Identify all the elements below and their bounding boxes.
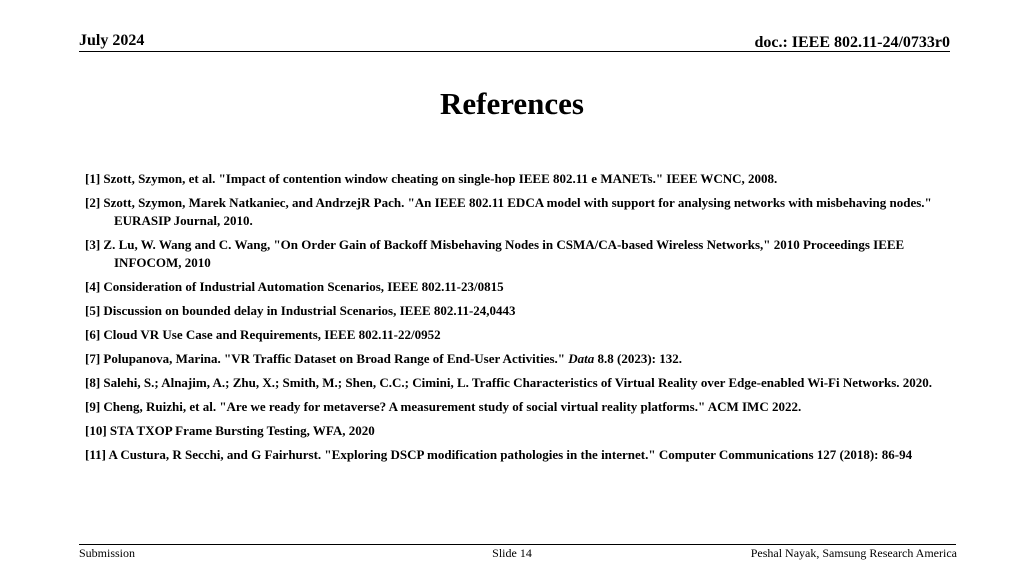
header-divider (79, 51, 950, 52)
reference-item-5: [5] Discussion on bounded delay in Industrial Scenarios, IEEE 802.11-24,0443 (85, 303, 516, 318)
header-date: July 2024 (79, 32, 145, 49)
reference-item-8: [8] Salehi, S.; Alnajim, A.; Zhu, X.; Smith, M.; Shen, C.C.; Cimini, L. Traffic Characteristics of Virtual Reality over Edge-enabled Wi-Fi Networks. 2020. (85, 375, 933, 390)
reference-item-9: [9] Cheng, Ruizhi, et al. "Are we ready for metaverse? A measurement study of social virtual reality platforms." ACM IMC 2022. (85, 399, 802, 414)
reference-list (85, 170, 945, 470)
reference-item-3: [3] Z. Lu, W. Wang and C. Wang, "On Order Gain of Backoff Misbehaving Nodes in CSMA/CA-based Wireless Networks," 2010 Proceedings IEEE INFOCOM, 2010 (85, 237, 905, 270)
footer-divider (79, 544, 956, 545)
reference-item-10: [10] STA TXOP Frame Bursting Testing, WFA, 2020 (85, 423, 375, 438)
reference-item-7 (85, 350, 945, 368)
reference-item-11: [11] A Custura, R Secchi, and G Fairhurst. "Exploring DSCP modification pathologies in the internet." Computer Communications 127 (2018): 86-94 (85, 447, 913, 462)
footer-author: Peshal Nayak, Samsung Research America (750, 546, 957, 560)
footer-submission: Submission (79, 546, 136, 560)
reference-item-1: [1] Szott, Szymon, et al. "Impact of contention window cheating on single-hop IEEE 802.11 e MANETs." IEEE WCNC, 2008. (85, 171, 778, 186)
footer-slide-number: Slide 14 (492, 546, 532, 560)
reference-item-6: [6] Cloud VR Use Case and Requirements, IEEE 802.11-22/0952 (85, 327, 441, 342)
reference-7-lead: [7] Polupanova, Marina. "VR Traffic Dataset on Broad Range of End-User Activities." (85, 351, 569, 366)
header-doc-id: doc.: IEEE 802.11-24/0733r0 (754, 34, 950, 51)
reference-7-journal: Data (568, 351, 595, 366)
reference-7-tail: 8.8 (2023): 132. (594, 351, 683, 366)
reference-item-4: [4] Consideration of Industrial Automation Scenarios, IEEE 802.11-23/0815 (85, 279, 504, 294)
reference-item-2: [2] Szott, Szymon, Marek Natkaniec, and AndrzejR Pach. "An IEEE 802.11 EDCA model with support for analysing networks with misbehaving nodes." EURASIP Journal, 2010. (85, 195, 932, 228)
page-title: References (439, 86, 584, 121)
